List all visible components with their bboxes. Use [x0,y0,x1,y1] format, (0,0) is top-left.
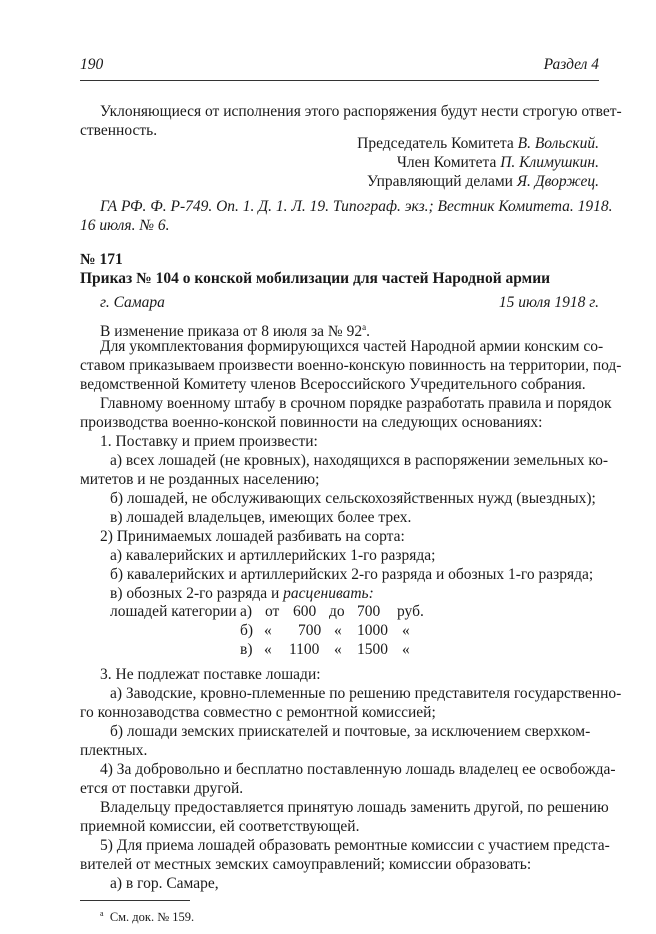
intro-line-2: ственность. [80,122,158,139]
body-line: го коннозаводства совместно с ремонтной комиссией; [80,704,436,721]
body-line: 5) Для приема лошадей образовать ремонтные комиссии с участием предста- [100,837,610,854]
price-low: 700 [298,622,322,639]
body-line: производства военно-конской повинности на следующих основаниях: [80,414,543,431]
price-low: 1100 [289,641,320,658]
source-line-2: 16 июля. № 6. [80,217,170,234]
body-line: ведомственной Комитету членов Всероссийского Учредительного собрания. [80,376,586,393]
body-line: приемной комиссии, ей соответствующей. [80,818,360,835]
signature-member: Член Комитета П. Климушкин. [396,154,599,171]
body-line: митетов и не розданных населению; [80,471,320,488]
body-line: а) в гор. Самаре, [110,875,219,892]
price-to: « [334,622,342,639]
document-title: Приказ № 104 о конской мобилизации для частей Народной армии [80,270,551,287]
body-line: 3. Не подлежат поставке лошади: [100,666,321,683]
header-rule [80,80,599,81]
body-line: Владельцу предоставляется принятую лошадь заменить другой, по решению [100,799,609,816]
price-category: в) [240,641,253,658]
price-from: « [264,622,272,639]
signature-manager: Управляющий делами Я. Дворжец. [366,173,599,190]
body-line: в) обозных 2-го разряда и расценивать: [110,585,374,602]
body-line: вителей от местных земских самоуправлений; комиссии образовать: [80,856,532,873]
document-number: № 171 [80,251,123,268]
price-high: 1500 [357,641,388,658]
source-line-1: ГА РФ. Ф. Р-749. Оп. 1. Д. 1. Л. 19. Типограф. экз.; Вестник Комитета. 1918. [100,198,613,215]
body-line: б) лошадей, не обслуживающих сельскохозяйственных нужд (выездных); [110,490,596,507]
body-line: 4) За добровольно и бесплатно поставленную лошадь владелец ее освобожда- [100,761,616,778]
body-line: б) лошади земских приискателей и почтовые, за исключением сверхком- [110,723,591,740]
price-low: 600 [293,603,317,620]
document-place: г. Самара [100,294,165,311]
body-line: а) Заводские, кровно-племенные по решению представителя государственно- [110,685,622,702]
price-unit: руб. [397,603,424,620]
price-high: 700 [357,603,381,620]
price-unit: « [402,622,410,639]
body-line: ется от поставки другой. [80,780,244,797]
body-line: б) кавалерийских и артиллерийских 2-го разряда и обозных 1-го разряда; [110,566,594,583]
price-category: б) [240,622,254,639]
body-line: плектных. [80,742,148,759]
price-from: от [265,603,280,620]
section-title: Раздел 4 [543,56,599,73]
body-line: а) кавалерийских и артиллерийских 1-го разряда; [110,547,436,564]
footnote: $^а$ См. док. № 159. [100,909,195,925]
body-line: а) всех лошадей (не кровных), находящихся в распоряжении земельных ко- [110,452,609,469]
price-table-label: лошадей категории [110,603,237,620]
price-unit: « [402,641,410,658]
body-line: В изменение приказа от 8 июля за № $92^а$. [100,322,370,341]
price-from: « [264,641,272,658]
price-to: « [334,641,342,658]
price-category: а) [240,603,253,620]
body-line: 2) Принимаемых лошадей разбивать на сорта: [100,528,405,545]
document-date: 15 июля 1918 г. [498,294,599,311]
body-line: в) лошадей владельцев, имеющих более трех. [110,509,412,526]
signature-chairman: Председатель Комитета В. Вольский. [357,135,599,152]
price-to: до [329,603,345,620]
footnote-rule [80,900,190,901]
body-line: ставом приказываем произвести военно-конскую повинность на территории, под- [80,357,622,374]
intro-line-1: Уклоняющиеся от исполнения этого распоряжения будут нести строгую ответ- [100,103,622,120]
body-line: Для укомплектования формирующихся частей Народной армии конским со- [100,338,604,355]
body-line: 1. Поставку и прием произвести: [100,433,318,450]
body-line: Главному военному штабу в срочном порядке разработать правила и порядок [100,395,612,412]
page-number: 190 [80,56,104,73]
price-high: 1000 [357,622,388,639]
